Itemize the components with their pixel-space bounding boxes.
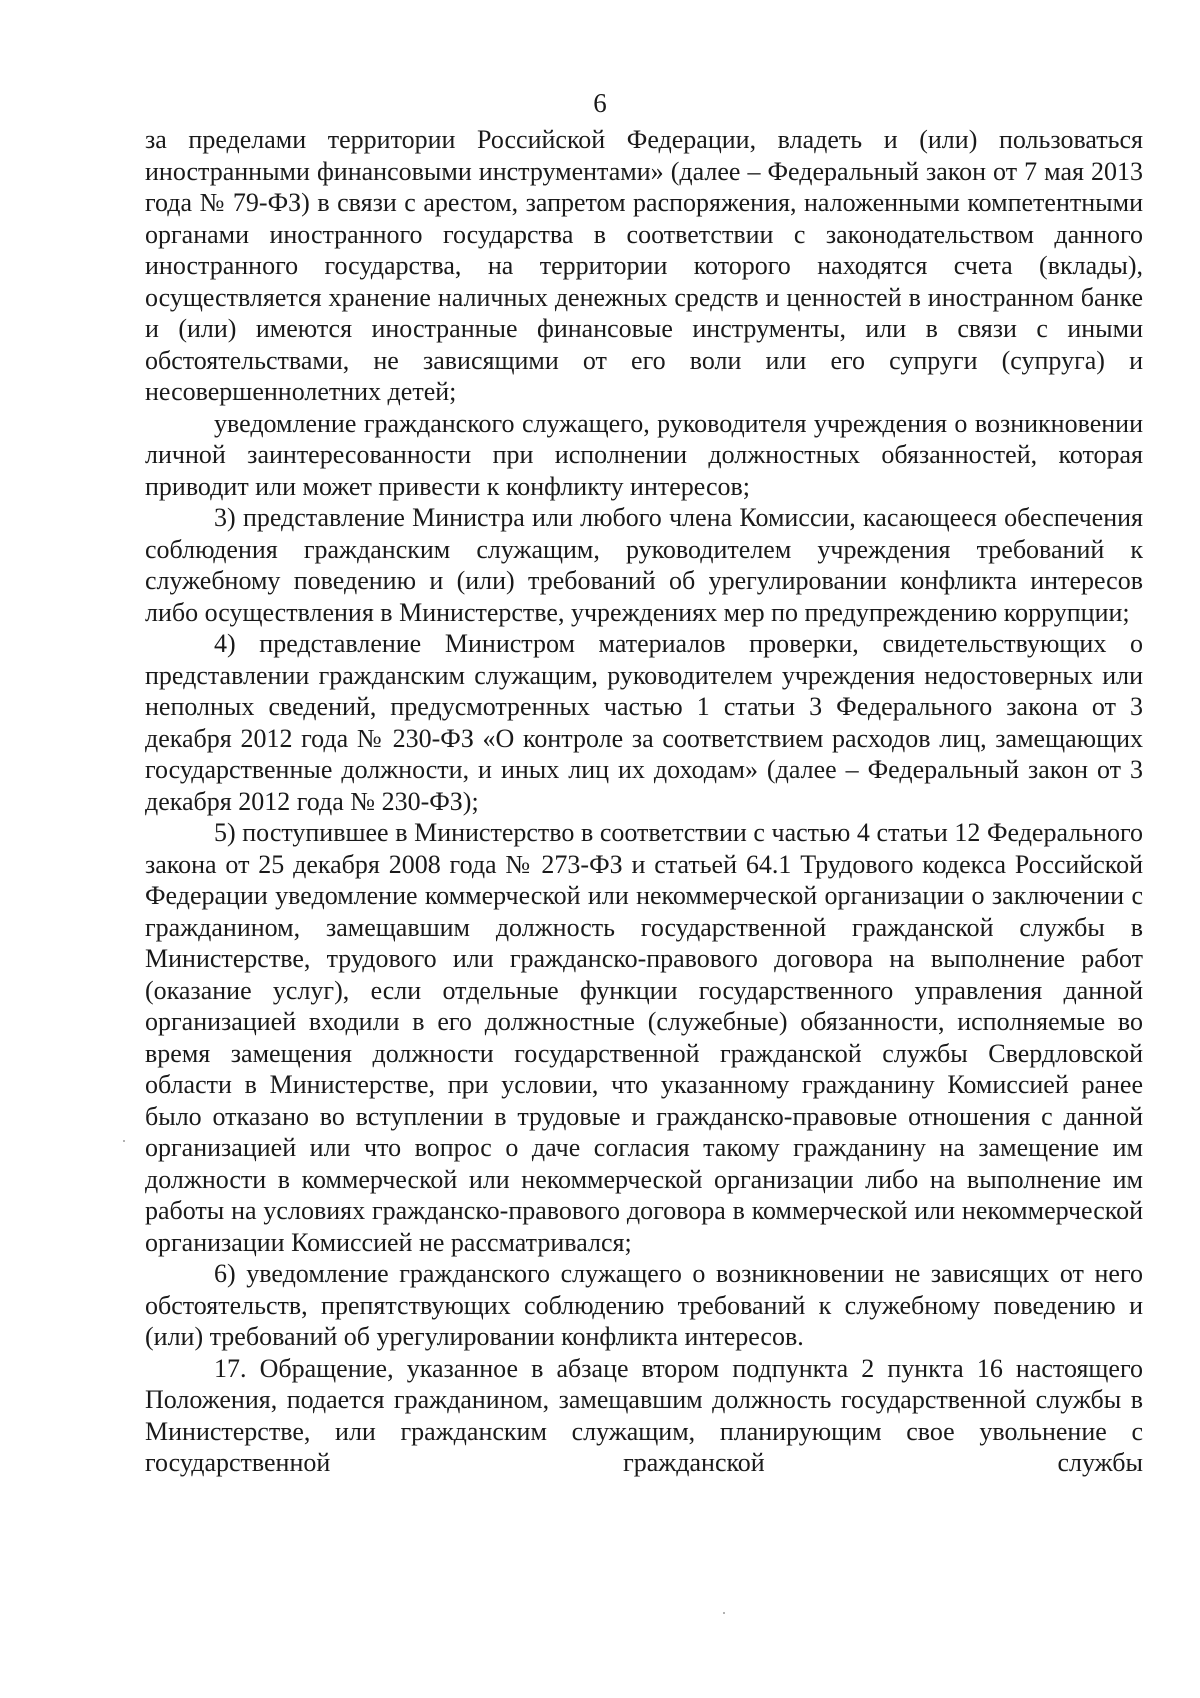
paragraph-item-5: 5) поступившее в Министерство в соответствии с частью 4 статьи 12 Федерального закона от 25 декабря 2008 года № 273-ФЗ и статьей 64.1 Трудового кодекса Российской Федерации уведомление коммерческой или некоммерческой организации о заключении с гражданином, замещавшим должность государственной гражданской службы в Министерстве, трудового или гражданско-правового договора на выполнение работ (оказание услуг), если отдельные функции государственного управления данной организацией входили в его должностные (служебные) обязанности, исполняемые во время замещения должности государственной гражданской службы Свердловской области в Министерстве, при условии, что указанному гражданину Комиссией ранее было отказано во вступлении в трудовые и гражданско-правовые отношения с данной организацией или что вопрос о даче согласия такому гражданину на замещение им должности в коммерческой или некоммерческой организации либо на выполнение им работы на условиях гражданско-правового договора в коммерческой или некоммерческой организации Комиссией не рассматривался; (145, 818, 1143, 1257)
paragraph-item-17: 17. Обращение, указанное в абзаце втором подпункта 2 пункта 16 настоящего Положения, подается гражданином, замещавшим должность государственной службы в Министерстве, или гражданским служащим, планирующим свое увольнение с государственной гражданской службы (145, 1353, 1143, 1477)
page-number: 6 (593, 88, 607, 118)
paragraph-item-3: 3) представление Министра или любого члена Комиссии, касающееся обеспечения соблюдения гражданским служащим, руководителем учреждения требований к служебному поведению и (или) требований об урегулировании конфликта интересов либо осуществления в Министерстве, учреждениях мер по предупреждению коррупции; (145, 503, 1143, 627)
scan-speck (723, 1612, 725, 1614)
paragraph-continuation: за пределами территории Российской Федерации, владеть и (или) пользоваться иностранными финансовыми инструментами» (далее – Федеральный закон от 7 мая 2013 года № 79-ФЗ) в связи с арестом, запретом распоряжения, наложенными компетентными органами иностранного государства в соответствии с законодательством данного иностранного государства, на территории которого находятся счета (вклады), осуществляется хранение наличных денежных средств и ценностей в иностранном банке и (или) имеются иностранные финансовые инструменты, или в связи с иными обстоятельствами, не зависящими от его воли или его супруги (супруга) и несовершеннолетних детей; (145, 125, 1143, 406)
paragraph-notification-conflict: уведомление гражданского служащего, руководителя учреждения о возникновении личной заинтересованности при исполнении должностных обязанностей, которая приводит или может привести к конфликту интересов; (145, 408, 1143, 501)
document-body (145, 124, 1143, 1479)
scan-speck (123, 1140, 125, 1142)
paragraph-item-4: 4) представление Министром материалов проверки, свидетельствующих о представлении гражданским служащим, руководителем учреждения недостоверных или неполных сведений, предусмотренных частью 1 статьи 3 Федерального закона от 3 декабря 2012 года № 230-ФЗ «О контроле за соответствием расходов лиц, замещающих государственные должности, и иных лиц их доходам» (далее – Федеральный закон от 3 декабря 2012 года № 230-ФЗ); (145, 629, 1143, 816)
paragraph-item-6: 6) уведомление гражданского служащего о возникновении не зависящих от него обстоятельств, препятствующих соблюдению требований к служебному поведению и (или) требований об урегулировании конфликта интересов. (145, 1259, 1143, 1351)
